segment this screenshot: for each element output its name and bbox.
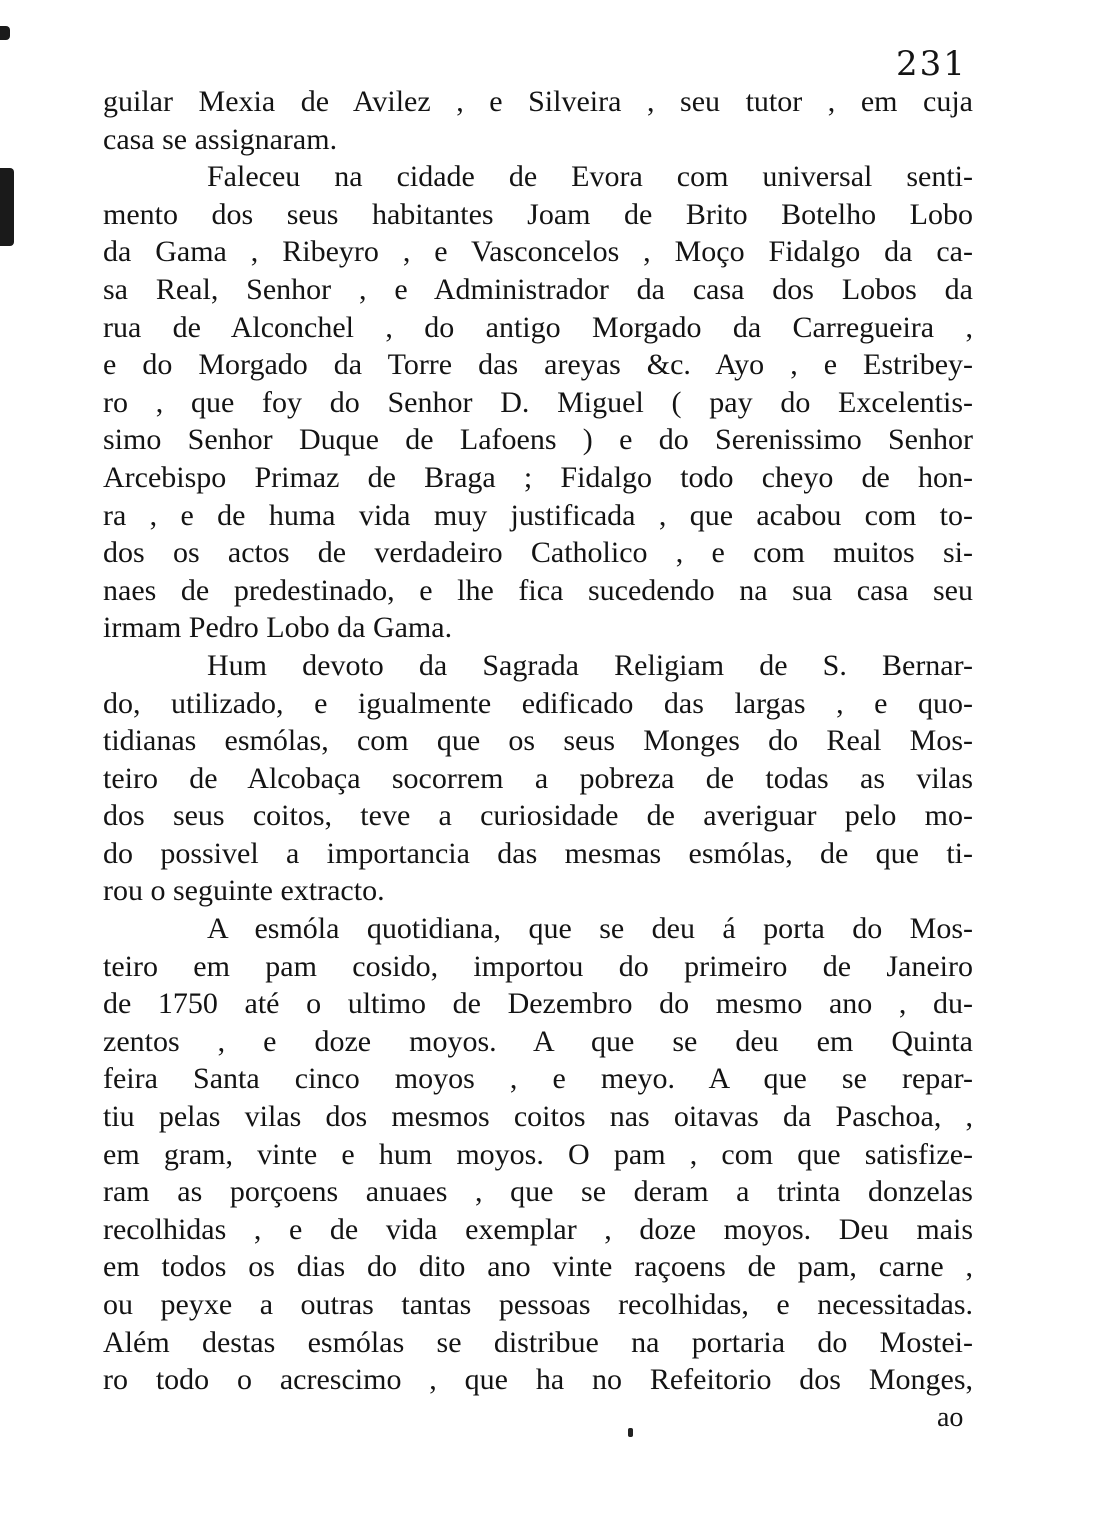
text-line: ra , e de huma vida muy justificada , que acabou com to- — [103, 498, 973, 532]
text-line: ro todo o acrescimo , que ha no Refeitorio dos Monges, — [103, 1363, 973, 1397]
text-line: Arcebispo Primaz de Braga ; Fidalgo todo cheyo de hon- — [103, 460, 973, 494]
text-line: recolhidas , e de vida exemplar , doze moyos. Deu mais — [103, 1212, 973, 1246]
text-line: tidianas esmólas, com que os seus Monges do Real Mos- — [103, 724, 973, 758]
page-number: 231 — [896, 44, 967, 84]
text-line: Hum devoto da Sagrada Religiam de S. Bernar- — [207, 648, 973, 682]
text-line: dos os actos de verdadeiro Catholico , e com muitos si- — [103, 536, 973, 570]
text-line: simo Senhor Duque de Lafoens ) e do Serenissimo Senhor — [103, 423, 973, 457]
page-edge-mark — [0, 168, 14, 246]
text-line: do, utilizado, e igualmente edificado das largas , e quo- — [103, 686, 973, 720]
catchword: ao — [937, 1402, 964, 1433]
text-line: guilar Mexia de Avilez , e Silveira , seu tutor , em cuja — [103, 85, 973, 118]
text-line: tiu pelas vilas dos mesmos coitos nas oitavas da Paschoa, , — [103, 1100, 973, 1134]
text-line: teiro em pam cosido, importou do primeiro de Janeiro — [103, 949, 973, 983]
text-line: A esmóla quotidiana, que se deu á porta do Mos- — [207, 912, 973, 946]
text-line: rou o seguinte extracto. — [103, 874, 385, 908]
text-line: Além destas esmólas se distribue na portaria do Mostei- — [103, 1325, 973, 1359]
text-line: dos seus coitos, teve a curiosidade de averiguar pelo mo- — [103, 799, 973, 833]
text-line: em gram, vinte e hum moyos. O pam , com que satisfize- — [103, 1137, 973, 1171]
text-line: ram as porçoens anuaes , que se deram a trinta donzelas — [103, 1175, 973, 1209]
text-line: de 1750 até o ultimo de Dezembro do mesmo ano , du- — [103, 987, 973, 1021]
text-line: rua de Alconchel , do antigo Morgado da Carregueira , — [103, 310, 973, 344]
text-line: da Gama , Ribeyro , e Vasconcelos , Moço Fidalgo da ca- — [103, 235, 973, 269]
text-line: do possivel a importancia das mesmas esmólas, de que ti- — [103, 836, 973, 870]
text-line: irmam Pedro Lobo da Gama. — [103, 611, 453, 645]
text-line: ou peyxe a outras tantas pessoas recolhidas, e necessitadas. — [103, 1288, 973, 1321]
text-line: zentos , e doze moyos. A que se deu em Quinta — [103, 1024, 973, 1058]
text-line: mento dos seus habitantes Joam de Brito Botelho Lobo — [103, 197, 973, 231]
text-line: e do Morgado da Torre das areyas &c. Ayo , e Estribey- — [103, 348, 973, 382]
text-line: feira Santa cinco moyos , e meyo. A que se repar- — [103, 1062, 973, 1096]
ink-speck — [628, 1428, 633, 1437]
text-line: ro , que foy do Senhor D. Miguel ( pay do Excelentis- — [103, 385, 973, 419]
text-line: naes de predestinado, e lhe fica sucedendo na sua casa seu — [103, 573, 973, 607]
text-line: sa Real, Senhor , e Administrador da casa dos Lobos da — [103, 272, 973, 306]
text-line: teiro de Alcobaça socorrem a pobreza de todas as vilas — [103, 761, 973, 795]
body-text — [103, 83, 973, 1399]
text-line: Faleceu na cidade de Evora com universal senti- — [207, 160, 973, 194]
page-edge-mark — [0, 26, 10, 40]
text-line: em todos os dias do dito ano vinte raçoens de pam, carne , — [103, 1250, 973, 1284]
text-line: casa se assignaram. — [103, 122, 338, 156]
